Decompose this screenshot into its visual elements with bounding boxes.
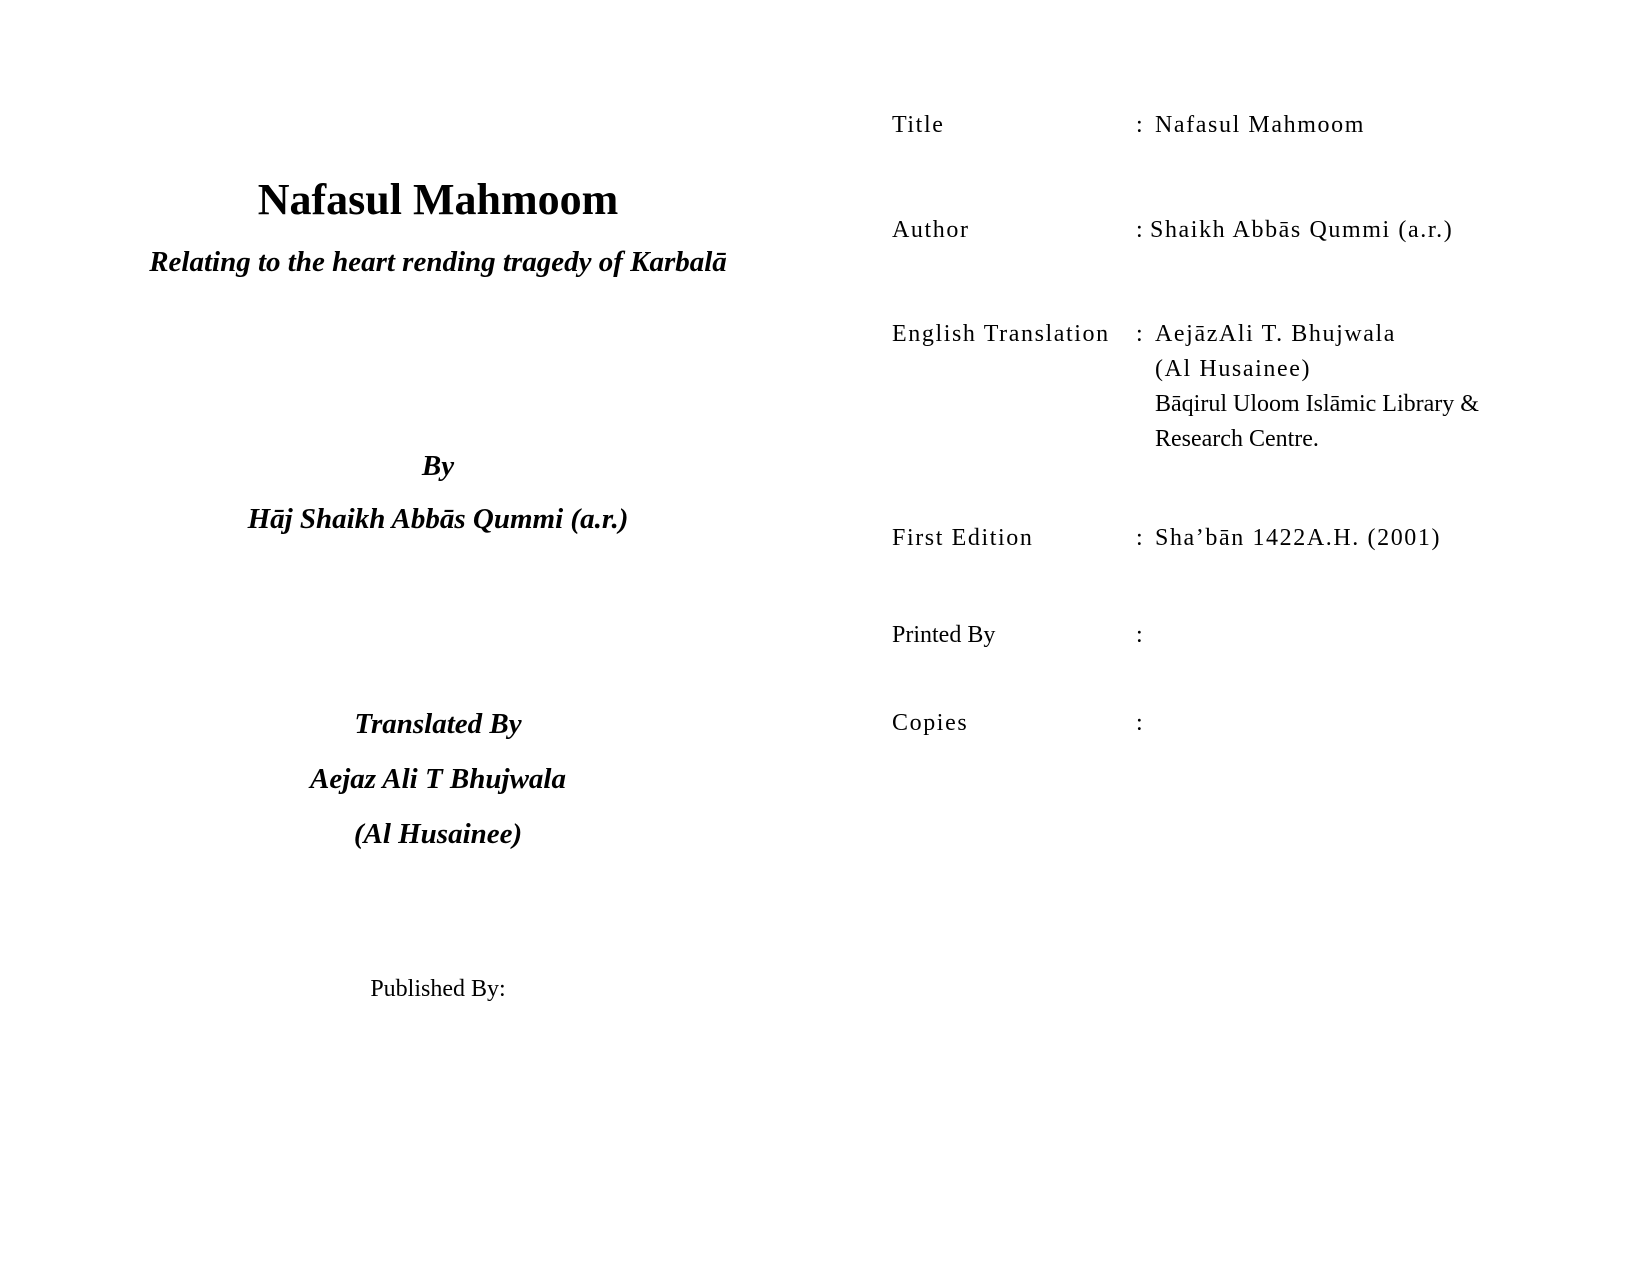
row-value-line: Shaikh Abbās Qummi (a.r.) (1150, 217, 1454, 243)
row-value (1155, 317, 1479, 457)
row-label: First Edition (892, 525, 1034, 551)
row-colon: : (1136, 710, 1145, 736)
author-name: Hāj Shaikh Abbās Qummi (a.r.) (247, 503, 629, 535)
row-value-line: AejāzAli T. Bhujwala (1155, 321, 1397, 347)
row-value-line: (Al Husainee) (1155, 356, 1312, 382)
row-value-line: Bāqirul Uloom Islāmic Library & (1155, 391, 1479, 417)
row-colon: : (1136, 622, 1143, 648)
row-value (1155, 108, 1365, 143)
row-label: Copies (892, 710, 969, 736)
row-colon: : (1136, 525, 1145, 551)
row-value-line: Sha’bān 1422A.H. (2001) (1155, 525, 1442, 551)
row-label: English Translation (892, 321, 1110, 347)
book-title: Nafasul Mahmoom (257, 175, 619, 224)
row-colon: : (1136, 112, 1145, 138)
published-by-label: Published By: (370, 976, 506, 1002)
row-colon: : (1136, 321, 1143, 347)
book-subtitle: Relating to the heart rending tragedy of Karbalā (149, 246, 727, 278)
row-value (1150, 213, 1453, 248)
row-label: Author (892, 217, 970, 243)
row-value-line: Nafasul Mahmoom (1155, 112, 1365, 138)
by-label: By (421, 450, 455, 482)
translator-alias: (Al Husainee) (353, 818, 523, 850)
row-label: Title (892, 112, 945, 138)
row-value-line: Research Centre. (1155, 426, 1319, 452)
row-colon: : (1136, 217, 1145, 243)
imprint-page (892, 0, 1592, 1275)
row-label: Printed By (892, 622, 996, 648)
translator-name: Aejaz Ali T Bhujwala (310, 763, 566, 795)
translated-by-label: Translated By (354, 708, 522, 740)
row-value (1155, 521, 1441, 556)
